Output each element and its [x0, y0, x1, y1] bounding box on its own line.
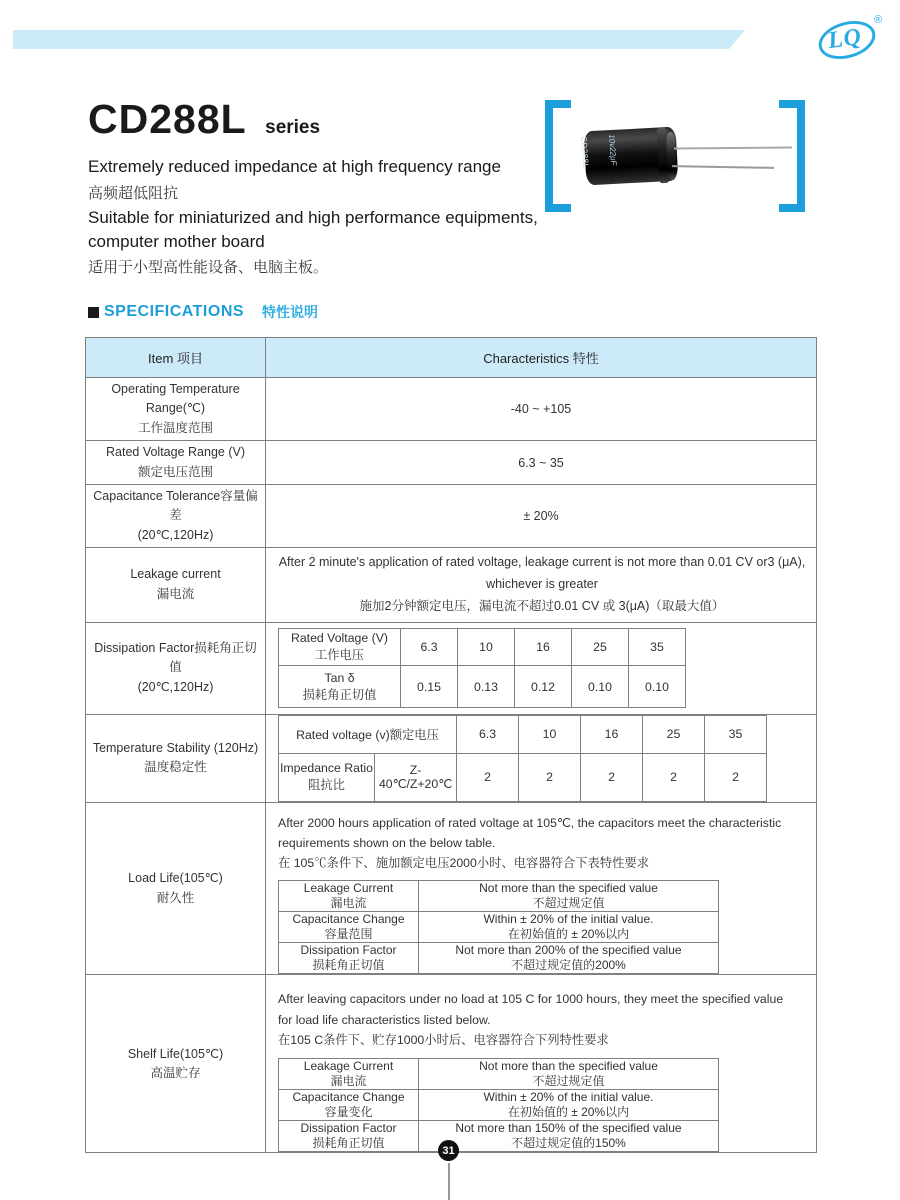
row-label-cn: 额定电压范围 — [137, 464, 213, 479]
page-number-badge: 31 — [438, 1140, 459, 1161]
row-leakage-current — [86, 548, 817, 623]
limit-en: Not more than 150% of the specified value — [455, 1121, 682, 1136]
limit-cn: 不超过规定值的200% — [511, 958, 626, 973]
row-label-en: Capacitance Tolerance容量偏差 — [93, 488, 258, 523]
voltage-value: 10 — [458, 629, 515, 666]
load-life-inner-table — [278, 880, 719, 974]
tan-delta-value: 0.15 — [401, 666, 458, 708]
row-label-en: Temperature Stability (120Hz) — [92, 740, 259, 755]
dissipation-inner-table — [278, 628, 686, 708]
param-cn: 容量范围 — [324, 927, 373, 942]
tan-delta-value: 0.12 — [515, 666, 572, 708]
row-value: ± 20% — [266, 484, 817, 547]
param-cn: 容量变化 — [324, 1105, 373, 1120]
row-label-en: Rated Voltage Range (V) — [106, 445, 245, 460]
series-word: series — [265, 117, 321, 138]
black-square-bullet-icon — [88, 307, 99, 318]
impedance-ratio-label-en: Impedance Ratio — [280, 761, 373, 776]
footer-divider-line — [448, 1163, 450, 1200]
param-cn: 损耗角正切值 — [312, 1136, 385, 1151]
voltage-value: 6.3 — [457, 715, 519, 753]
limit-en: Within ± 20% of the initial value. — [483, 912, 654, 927]
ratio-value: 2 — [705, 753, 767, 801]
voltage-value: 16 — [581, 715, 643, 753]
row-load-life — [86, 802, 817, 975]
series-title — [88, 96, 320, 143]
row-shelf-life — [86, 975, 817, 1153]
col-header-characteristics: Characteristics 特性 — [266, 338, 817, 378]
row-operating-temperature — [86, 378, 817, 441]
col-header-item: Item 项目 — [86, 338, 266, 378]
limit-en: Not more than the specified value — [479, 1059, 658, 1074]
table-header-row — [86, 338, 817, 378]
brand-logo — [812, 12, 892, 72]
specifications-heading-en: SPECIFICATIONS — [104, 303, 245, 320]
tan-delta-label-en: Tan δ — [324, 670, 355, 685]
left-bracket-icon — [545, 100, 571, 212]
row-rated-voltage — [86, 441, 817, 485]
description-en-2: Suitable for miniaturized and high performance equipments, computer mother board — [88, 208, 538, 252]
voltage-value: 35 — [705, 715, 767, 753]
leakage-spec-cn: 施加2分钟额定电压，漏电流不超过0.01 CV 或 3(μA)（取最大值） — [359, 598, 725, 613]
row-label-cn: (20℃,120Hz) — [137, 679, 214, 694]
load-life-note-en: After 2000 hours application of rated voltage at 105℃, the capacitors meet the characteristic requirements shown on the below table. — [278, 815, 782, 850]
leakage-spec-en: After 2 minute's application of rated voltage, leakage current is not more than 0.01 CV or3 (μA), whichever is greater — [278, 555, 806, 591]
series-name: CD288L — [88, 96, 247, 142]
limit-en: Within ± 20% of the initial value. — [483, 1090, 654, 1105]
capacitor-print-rating: 10v22μF — [607, 134, 619, 166]
logo-text: LQ — [826, 23, 864, 55]
row-capacitance-tolerance — [86, 484, 817, 547]
description-cn-2: 适用于小型高性能设备、电脑主板。 — [88, 259, 329, 276]
limit-cn: 不超过规定值 — [532, 1074, 605, 1089]
tan-delta-value: 0.13 — [458, 666, 515, 708]
ratio-value: 2 — [581, 753, 643, 801]
voltage-value: 16 — [515, 629, 572, 666]
specifications-heading — [88, 302, 318, 322]
shelf-life-note-cn: 在105 C条件下、贮存1000小时后、电容器符合下列特性要求 — [278, 1033, 609, 1048]
inner-header: Rated voltage (v)额定电压 — [279, 715, 457, 753]
row-label-en: Dissipation Factor损耗角正切值 — [94, 641, 257, 675]
voltage-value: 10 — [519, 715, 581, 753]
inner-header-en: Rated Voltage (V) — [290, 631, 389, 646]
temp-stability-inner-table — [278, 715, 767, 802]
param-en: Capacitance Change — [292, 1090, 405, 1105]
description-en-1: Extremely reduced impedance at high frequency range — [88, 157, 501, 176]
param-cn: 漏电流 — [330, 896, 367, 911]
right-bracket-icon — [779, 100, 805, 212]
row-temperature-stability — [86, 714, 817, 802]
row-label-en: Shelf Life(105℃) — [127, 1046, 224, 1061]
row-label-cn: (20℃,120Hz) — [137, 527, 214, 542]
row-label-en: Load Life(105℃) — [128, 871, 223, 886]
tan-delta-label-cn: 损耗角正切值 — [302, 687, 377, 702]
impedance-ratio-label-cn: 阻抗比 — [308, 778, 345, 793]
ratio-value: 2 — [519, 753, 581, 801]
specifications-table — [85, 337, 817, 1153]
top-banner-bar — [13, 30, 745, 49]
capacitor-figure — [540, 96, 810, 216]
row-label-cn: 工作温度范围 — [137, 420, 213, 435]
voltage-value: 25 — [643, 715, 705, 753]
shelf-life-inner-table — [278, 1058, 719, 1152]
param-cn: 漏电流 — [330, 1074, 367, 1089]
limit-en: Not more than 200% of the specified value — [455, 943, 682, 958]
capacitor-print-series: CD288L — [579, 136, 591, 169]
registered-trademark-icon: ® — [874, 14, 883, 26]
ratio-value: 2 — [457, 753, 519, 801]
param-en: Leakage Current — [303, 881, 394, 896]
capacitor-lead-bottom — [672, 165, 774, 169]
param-en: Leakage Current — [303, 1059, 394, 1074]
description-cn-1: 高频超低阻抗 — [88, 185, 179, 202]
load-life-note-cn: 在 105℃条件下、施加额定电压2000小时、电容器符合下表特性要求 — [278, 856, 650, 871]
row-label-en: Operating Temperature Range(℃) — [111, 382, 240, 416]
limit-cn: 在初始值的 ± 20%以内 — [507, 1105, 630, 1120]
row-value: -40 ~ +105 — [266, 378, 817, 441]
limit-cn: 不超过规定值的150% — [511, 1136, 626, 1151]
voltage-value: 6.3 — [401, 629, 458, 666]
row-label-cn: 耐久性 — [156, 890, 195, 905]
specifications-heading-cn: 特性说明 — [262, 304, 319, 320]
param-en: Dissipation Factor — [300, 1121, 397, 1136]
row-label-cn: 漏电流 — [156, 586, 195, 601]
param-en: Dissipation Factor — [300, 943, 397, 958]
voltage-value: 25 — [572, 629, 629, 666]
row-label-cn: 高温贮存 — [150, 1065, 201, 1080]
limit-cn: 在初始值的 ± 20%以内 — [507, 927, 630, 942]
row-dissipation-factor — [86, 622, 817, 714]
capacitor-lead-top — [674, 146, 792, 149]
row-label-en: Leakage current — [130, 567, 221, 582]
impedance-ratio-condition: Z-40℃/Z+20℃ — [375, 753, 457, 801]
limit-en: Not more than the specified value — [479, 881, 658, 896]
shelf-life-note-en: After leaving capacitors under no load at 105 C for 1000 hours, they meet the specified value for load life characteristics listed below. — [278, 992, 784, 1027]
ratio-value: 2 — [643, 753, 705, 801]
param-cn: 损耗角正切值 — [312, 958, 385, 973]
tan-delta-value: 0.10 — [629, 666, 686, 708]
voltage-value: 35 — [629, 629, 686, 666]
inner-header-cn: 工作电压 — [314, 648, 365, 663]
tan-delta-value: 0.10 — [572, 666, 629, 708]
row-value: 6.3 ~ 35 — [266, 441, 817, 485]
limit-cn: 不超过规定值 — [532, 896, 605, 911]
param-en: Capacitance Change — [292, 912, 405, 927]
row-label-cn: 温度稳定性 — [144, 760, 207, 775]
